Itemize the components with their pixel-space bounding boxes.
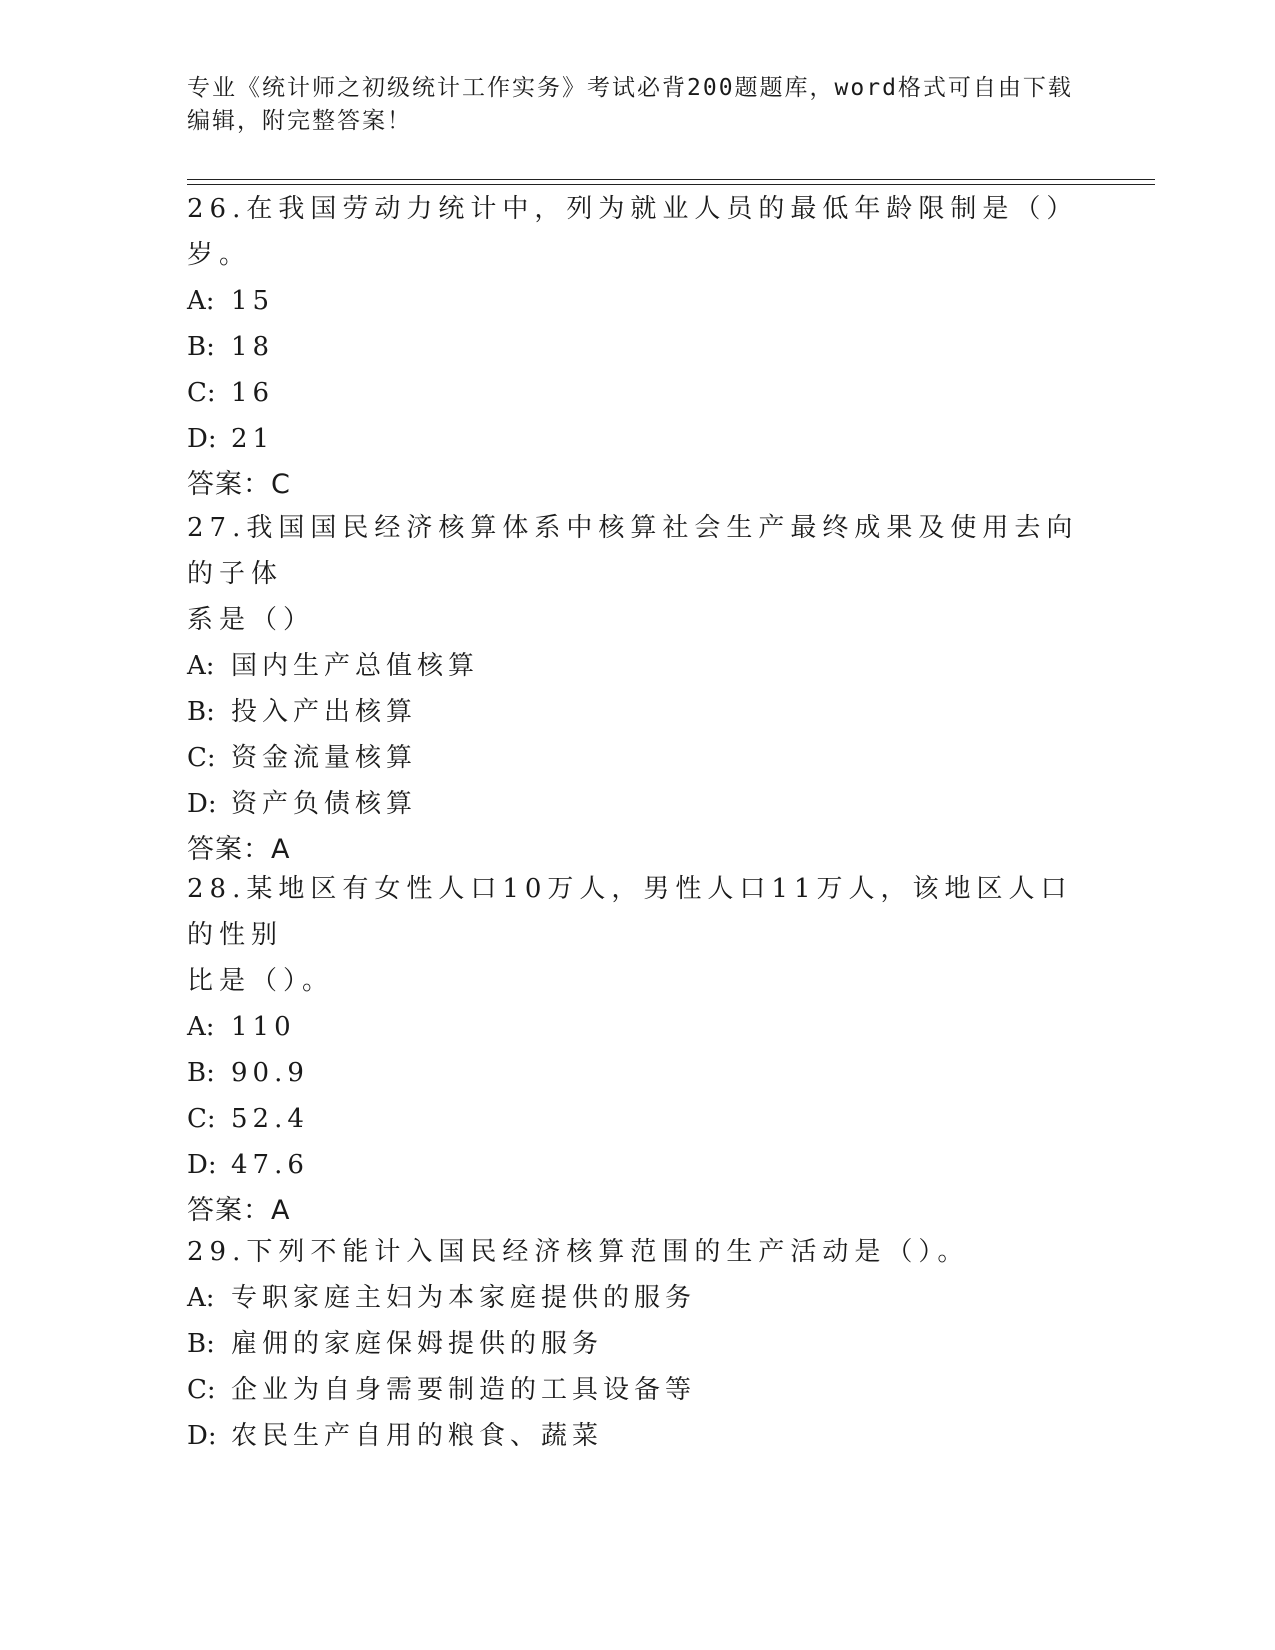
header-line-2: 编辑，附完整答案！ — [187, 108, 412, 134]
option-key: D: — [187, 1421, 217, 1451]
option-text: 15 — [231, 286, 275, 316]
question-29 — [187, 1229, 1087, 1459]
option-b — [187, 324, 1087, 370]
question-stem-line: 28.某地区有女性人口10万人，男性人口11万人，该地区人口的性别 — [187, 874, 1073, 950]
option-text: 企业为自身需要制造的工具设备等 — [231, 1375, 697, 1405]
option-text: 雇佣的家庭保姆提供的服务 — [231, 1329, 604, 1359]
question-stem-line: 系是（） — [187, 605, 316, 635]
question-stem-line: 比是（）。 — [187, 966, 335, 996]
option-c — [187, 1096, 1087, 1142]
option-key: A: — [187, 286, 215, 316]
option-key: C: — [187, 1375, 216, 1405]
option-key: C: — [187, 378, 216, 408]
option-c — [187, 1367, 1087, 1413]
option-b — [187, 689, 1087, 735]
option-text: 国内生产总值核算 — [231, 651, 480, 681]
option-b — [187, 1321, 1087, 1367]
option-key: C: — [187, 743, 216, 773]
option-text: 110 — [231, 1012, 296, 1042]
option-key: A: — [187, 651, 215, 681]
option-text: 16 — [231, 378, 275, 408]
header-divider-bottom — [187, 184, 1155, 185]
question-stem-line: 26.在我国劳动力统计中，列为就业人员的最低年龄限制是（）岁。 — [187, 194, 1079, 270]
question-26 — [187, 186, 1087, 508]
option-key: B: — [187, 1329, 215, 1359]
option-text: 90.9 — [231, 1058, 309, 1088]
option-key: D: — [187, 1150, 217, 1180]
option-text: 投入产出核算 — [231, 697, 418, 727]
question-stem-line: 29.下列不能计入国民经济核算范围的生产活动是（）。 — [187, 1237, 970, 1267]
option-key: B: — [187, 697, 215, 727]
option-d — [187, 416, 1087, 462]
header-divider-top — [187, 179, 1155, 180]
option-a — [187, 1004, 1087, 1050]
option-d — [187, 1413, 1087, 1459]
header-line-1: 专业《统计师之初级统计工作实务》考试必背200题题库，word格式可自由下载 — [187, 75, 1073, 101]
option-key: B: — [187, 332, 215, 362]
answer: 答案：A — [187, 1195, 291, 1226]
question-stem-line: 27.我国国民经济核算体系中核算社会生产最终成果及使用去向的子体 — [187, 513, 1079, 589]
option-text: 18 — [231, 332, 275, 362]
option-key: C: — [187, 1104, 216, 1134]
option-key: D: — [187, 789, 217, 819]
option-a — [187, 643, 1087, 689]
option-text: 47.6 — [231, 1150, 309, 1180]
answer: 答案：A — [187, 834, 291, 865]
option-d — [187, 781, 1087, 827]
option-c — [187, 370, 1087, 416]
option-key: B: — [187, 1058, 215, 1088]
option-a — [187, 278, 1087, 324]
option-text: 52.4 — [231, 1104, 309, 1134]
option-c — [187, 735, 1087, 781]
question-27 — [187, 505, 1087, 873]
answer: 答案：C — [187, 469, 291, 500]
option-key: D: — [187, 424, 217, 454]
option-text: 专职家庭主妇为本家庭提供的服务 — [231, 1283, 697, 1313]
option-text: 21 — [231, 424, 275, 454]
option-a — [187, 1275, 1087, 1321]
question-28 — [187, 866, 1087, 1234]
option-text: 资金流量核算 — [231, 743, 418, 773]
option-text: 农民生产自用的粮食、蔬菜 — [231, 1421, 604, 1451]
option-b — [187, 1050, 1087, 1096]
option-d — [187, 1142, 1087, 1188]
document-header — [187, 72, 1087, 138]
option-key: A: — [187, 1283, 215, 1313]
option-text: 资产负债核算 — [231, 789, 418, 819]
option-key: A: — [187, 1012, 215, 1042]
